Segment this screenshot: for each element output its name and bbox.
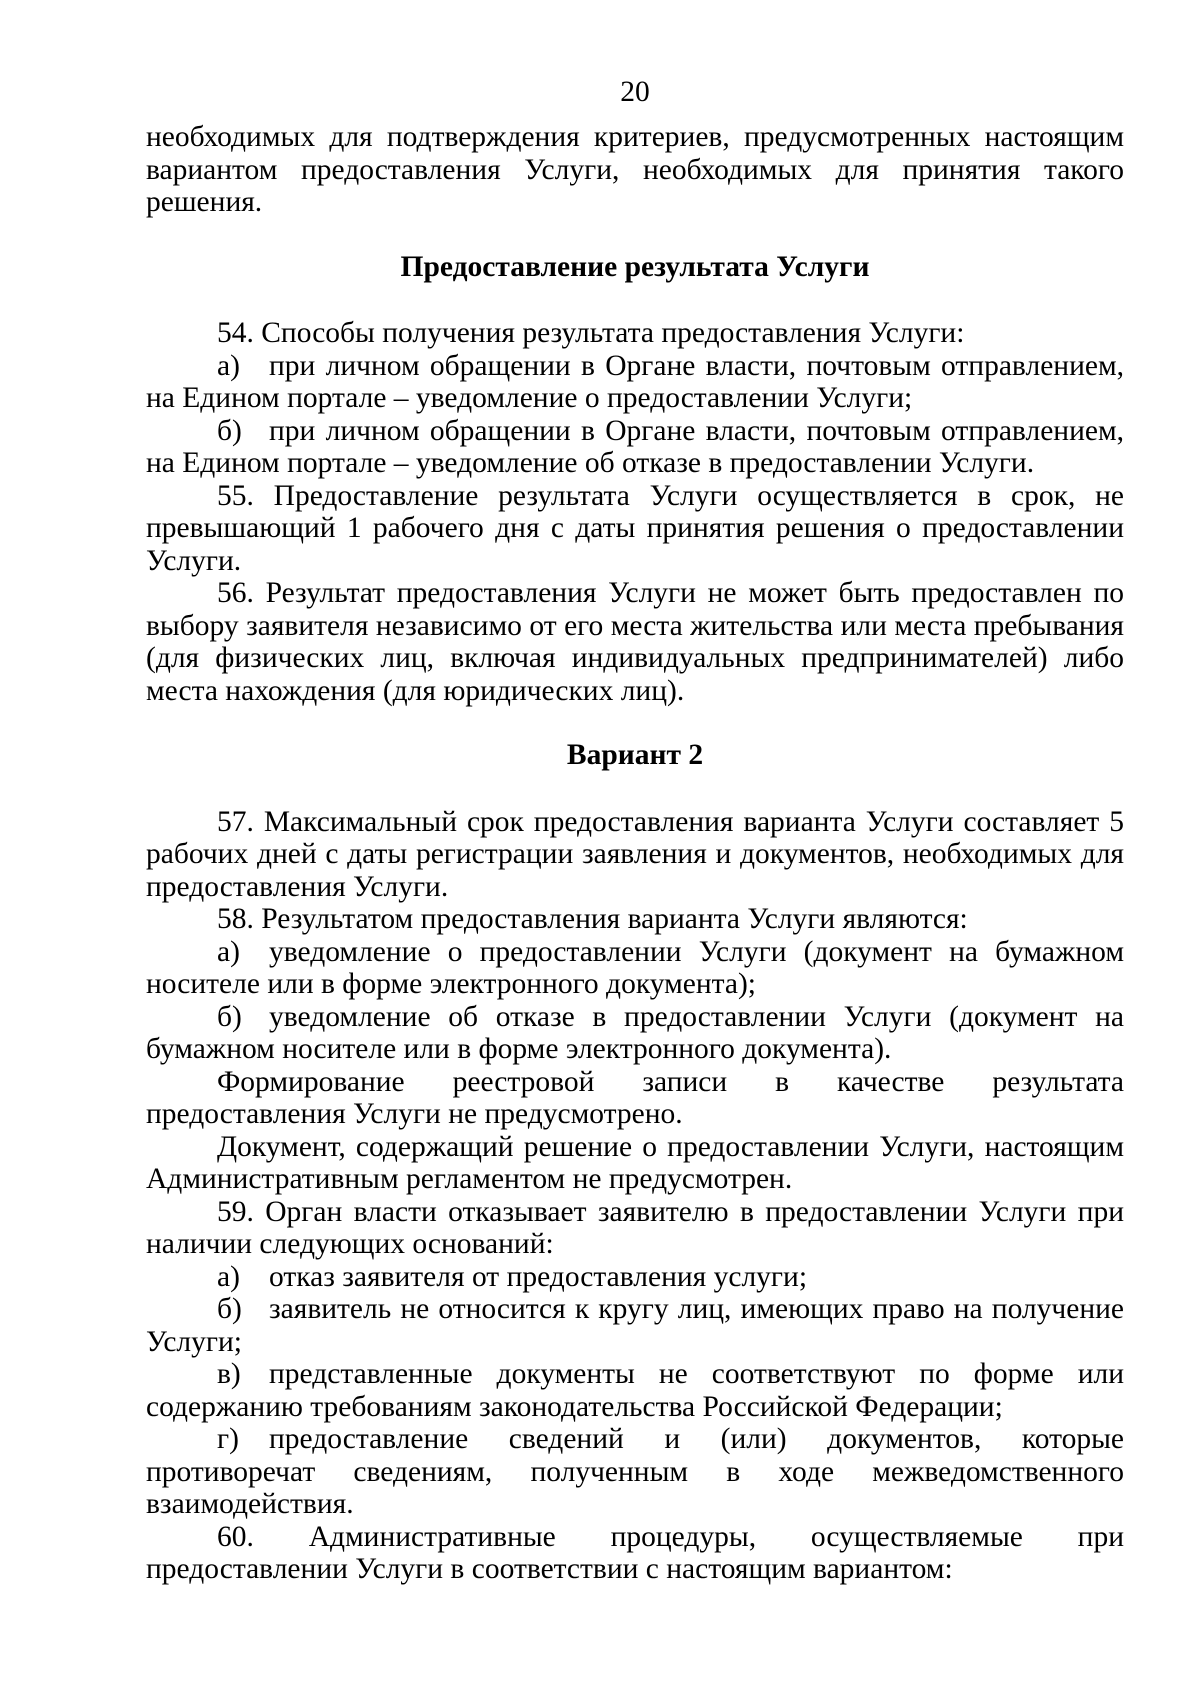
list-marker: а) — [217, 935, 240, 968]
list-marker: б) — [217, 414, 242, 447]
list-item-text: предоставление сведений и (или) документов, которые противоречат сведениям, полученным в ходе межведомственного взаимодействия. — [146, 1423, 1124, 1520]
paragraph-59: 59. Орган власти отказывает заявителю в предоставлении Услуги при наличии следующих оснований: — [146, 1195, 1124, 1260]
paragraph-59-c — [146, 1358, 1124, 1423]
paragraph-54-a — [146, 350, 1124, 415]
document-page — [146, 66, 1124, 1586]
list-marker: б) — [217, 1293, 242, 1325]
paragraph-56: 56. Результат предоставления Услуги не может быть предоставлен по выбору заявителя независимо от его места жительства или места пребывания (для физических лиц, включая индивидуальных предпринимателей) либо места нахождения (для юридических лиц). — [146, 577, 1124, 707]
list-marker: г) — [217, 1423, 239, 1455]
paragraph-document: Документ, содержащий решение о предоставлении Услуги, настоящим Административным регламентом не предусмотрен. — [146, 1130, 1124, 1195]
section-heading-variant-2: Вариант 2 — [566, 739, 704, 771]
list-marker: б) — [217, 1000, 242, 1033]
list-marker: а) — [217, 349, 240, 382]
list-item-text: заявитель не относится к кругу лиц, имеющих право на получение Услуги; — [146, 1293, 1124, 1358]
paragraph-55: 55. Предоставление результата Услуги осуществляется в срок, не превышающий 1 рабочего дня с даты принятия решения о предоставлении Услуги. — [146, 479, 1124, 577]
section-heading-result: Предоставление результата Услуги — [400, 250, 870, 283]
paragraph-54-b — [146, 415, 1124, 480]
paragraph-59-a — [146, 1261, 1124, 1294]
list-item-text: отказ заявителя от предоставления услуги; — [269, 1260, 808, 1293]
list-item-text: при личном обращении в Органе власти, почтовым отправлением, на Едином портале – уведомление о предоставлении Услуги; — [146, 349, 1124, 414]
paragraph-58-a — [146, 936, 1124, 1001]
list-marker: в) — [217, 1358, 241, 1390]
paragraph-54: 54. Способы получения результата предоставления Услуги: — [217, 317, 965, 349]
list-item-text: уведомление об отказе в предоставлении Услуги (документ на бумажном носителе или в форме электронного документа). — [146, 1000, 1124, 1065]
paragraph-59-d — [146, 1423, 1124, 1521]
list-item-text: при личном обращении в Органе власти, почтовым отправлением, на Едином портале – уведомление об отказе в предоставлении Услуги. — [146, 414, 1124, 479]
paragraph-60: 60. Административные процедуры, осуществляемые при предоставлении Услуги в соответствии с настоящим вариантом: — [146, 1520, 1124, 1585]
paragraph-58: 58. Результатом предоставления варианта Услуги являются: — [217, 903, 968, 935]
paragraph-59-b — [146, 1293, 1124, 1358]
list-marker: а) — [217, 1260, 240, 1293]
page-number: 20 — [620, 76, 650, 108]
paragraph-57: 57. Максимальный срок предоставления варианта Услуги составляет 5 рабочих дней с даты регистрации заявления и документов, необходимых для предоставления Услуги. — [146, 805, 1124, 903]
paragraph-registry: Формирование реестровой записи в качестве результата предоставления Услуги не предусмотрено. — [146, 1065, 1124, 1130]
list-item-text: уведомление о предоставлении Услуги (документ на бумажном носителе или в форме электронного документа); — [146, 935, 1124, 1000]
paragraph-58-b — [146, 1001, 1124, 1066]
intro-continuation: необходимых для подтверждения критериев, предусмотренных настоящим вариантом предоставления Услуги, необходимых для принятия такого решения. — [146, 121, 1124, 218]
list-item-text: представленные документы не соответствуют по форме или содержанию требованиям законодательства Российской Федерации; — [146, 1358, 1124, 1423]
